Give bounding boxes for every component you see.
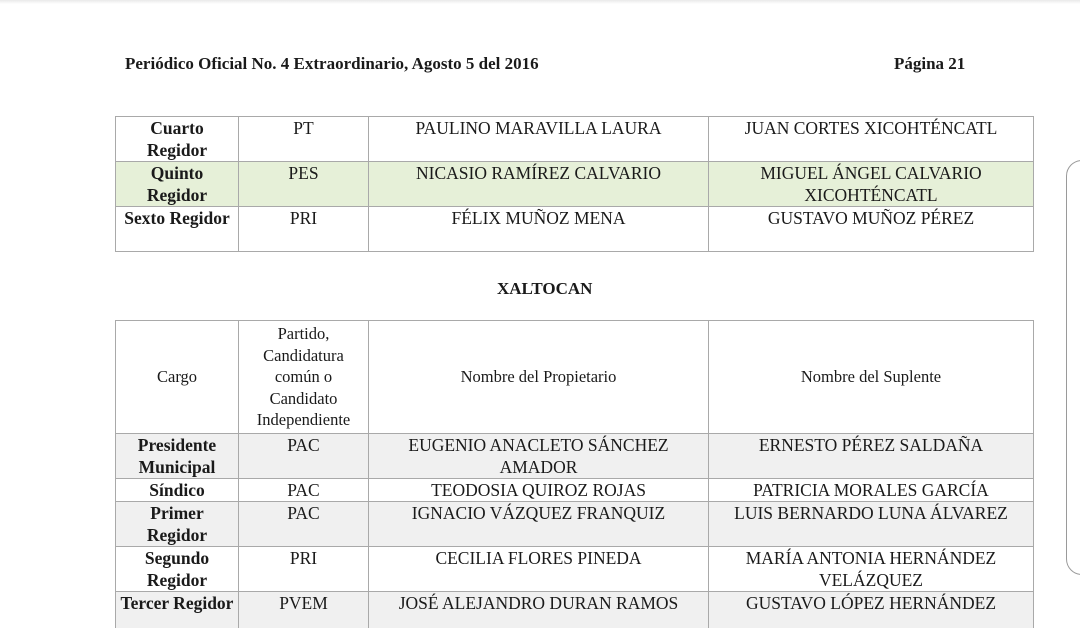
propietario-cell: JOSÉ ALEJANDRO DURAN RAMOS [369,592,709,628]
suplente-cell: GUSTAVO MUÑOZ PÉREZ [709,207,1034,252]
viewer-top-shadow [0,0,1080,4]
table-row [116,479,1034,502]
table-row [116,502,1034,547]
cargo-cell: Primer Regidor [116,502,239,547]
cargo-cell: Cuarto Regidor [116,117,239,162]
header-partido: Partido, Candidatura común o Candidato Independiente [239,321,369,434]
cargo-cell: Síndico [116,479,239,502]
table-row [116,434,1034,479]
partido-cell: PAC [239,502,369,547]
table-row [116,592,1034,628]
suplente-cell: MIGUEL ÁNGEL CALVARIO XICOHTÉNCATL [709,162,1034,207]
propietario-cell: EUGENIO ANACLETO SÁNCHEZ AMADOR [369,434,709,479]
partido-cell: PAC [239,434,369,479]
propietario-cell: PAULINO MARAVILLA LAURA [369,117,709,162]
cargo-cell: Quinto Regidor [116,162,239,207]
table-row [116,547,1034,592]
cargo-cell: Tercer Regidor [116,592,239,628]
suplente-cell: PATRICIA MORALES GARCÍA [709,479,1034,502]
suplente-cell: ERNESTO PÉREZ SALDAÑA [709,434,1034,479]
suplente-cell: JUAN CORTES XICOHTÉNCATL [709,117,1034,162]
partido-cell: PT [239,117,369,162]
propietario-cell: IGNACIO VÁZQUEZ FRANQUIZ [369,502,709,547]
table-row [116,207,1034,252]
page-header-title: Periódico Oficial No. 4 Extraordinario, Agosto 5 del 2016 [125,54,539,73]
cargo-cell: Segundo Regidor [116,547,239,592]
header-cargo: Cargo [116,321,239,434]
partido-cell: PRI [239,547,369,592]
suplente-cell: LUIS BERNARDO LUNA ÁLVAREZ [709,502,1034,547]
propietario-cell: NICASIO RAMÍREZ CALVARIO [369,162,709,207]
cargo-cell: Presidente Municipal [116,434,239,479]
partido-cell: PES [239,162,369,207]
candidates-table-xaltocan [115,320,1034,628]
side-panel-toggle[interactable] [1066,160,1080,575]
page-number: Página 21 [894,54,966,73]
section-title: XALTOCAN [497,279,593,298]
cargo-cell: Sexto Regidor [116,207,239,252]
suplente-cell: GUSTAVO LÓPEZ HERNÁNDEZ [709,592,1034,628]
table-row [116,117,1034,162]
header-propietario: Nombre del Propietario [369,321,709,434]
propietario-cell: FÉLIX MUÑOZ MENA [369,207,709,252]
header-suplente: Nombre del Suplente [709,321,1034,434]
partido-cell: PAC [239,479,369,502]
table-header-row [116,321,1034,434]
table-row [116,162,1034,207]
partido-cell: PRI [239,207,369,252]
partido-cell: PVEM [239,592,369,628]
propietario-cell: CECILIA FLORES PINEDA [369,547,709,592]
suplente-cell: MARÍA ANTONIA HERNÁNDEZ VELÁZQUEZ [709,547,1034,592]
candidates-table-previous [115,116,1034,252]
propietario-cell: TEODOSIA QUIROZ ROJAS [369,479,709,502]
